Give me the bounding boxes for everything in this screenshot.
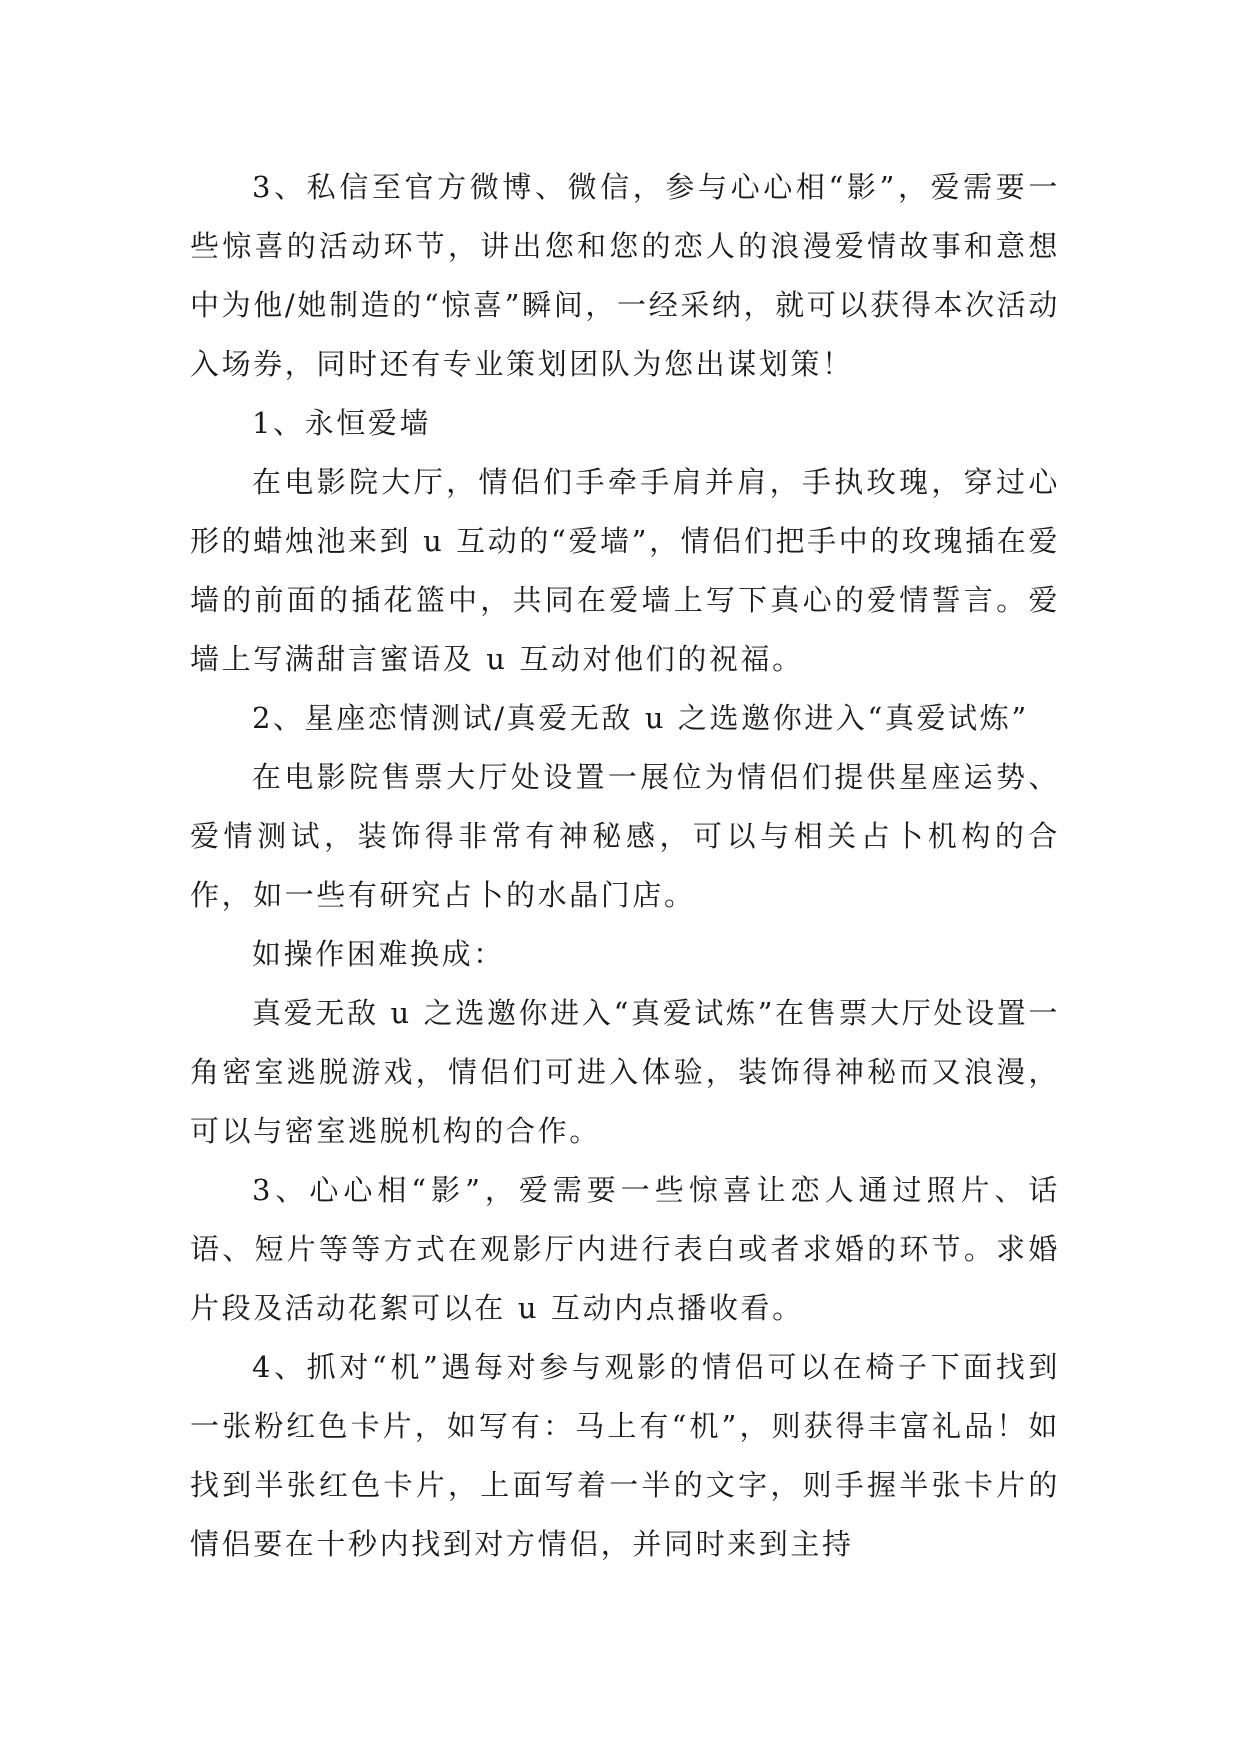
paragraph-escape-room: 真爱无敌 u 之选邀你进入“真爱试炼”在售票大厅处设置一角密室逃脱游戏，情侣们可进入体验，装饰得神秘而又浪漫，可以与密室逃脱机构的合作。 xyxy=(190,996,1060,1148)
paragraph-private-message: 3、私信至官方微博、微信，参与心心相“影”，爱需要一些惊喜的活动环节，讲出您和您的恋人的浪漫爱情故事和意想中为他/她制造的“惊喜”瞬间，一经采纳，就可以获得本次活动入场券，同时还有专业策划团队为您出谋划策！ xyxy=(190,170,1060,381)
heading-love-wall: 1、永恒爱墙 xyxy=(252,406,432,440)
paragraph-horoscope-booth: 在电影院售票大厅处设置一展位为情侣们提供星座运势、爱情测试，装饰得非常有神秘感，可以与相关占卜机构的合作，如一些有研究占卜的水晶门店。 xyxy=(190,760,1060,912)
heading-horoscope-test: 2、星座恋情测试/真爱无敌 u 之选邀你进入“真爱试炼” xyxy=(252,701,1029,735)
paragraph-alternative-note: 如操作困难换成： xyxy=(252,937,505,971)
paragraph-grab-opportunity: 4、抓对“机”遇每对参与观影的情侣可以在椅子下面找到一张粉红色卡片，如写有：马上有“机”，则获得丰富礼品！如找到半张红色卡片，上面写着一半的文字，则手握半张卡片的情侣要在十秒内找到对方情侣，并同时来到主持 xyxy=(190,1350,1060,1561)
paragraph-heart-to-heart: 3、心心相“影”，爱需要一些惊喜让恋人通过照片、话语、短片等等方式在观影厅内进行表白或者求婚的环节。求婚片段及活动花絮可以在 u 互动内点播收看。 xyxy=(190,1173,1060,1325)
document-body xyxy=(190,158,1060,1574)
paragraph-love-wall: 在电影院大厅，情侣们手牵手肩并肩，手执玫瑰，穿过心形的蜡烛池来到 u 互动的“爱墙”，情侣们把手中的玫瑰插在爱墙的前面的插花篮中，共同在爱墙上写下真心的爱情誓言。爱墙上写满甜言蜜语及 u 互动对他们的祝福。 xyxy=(190,465,1060,676)
